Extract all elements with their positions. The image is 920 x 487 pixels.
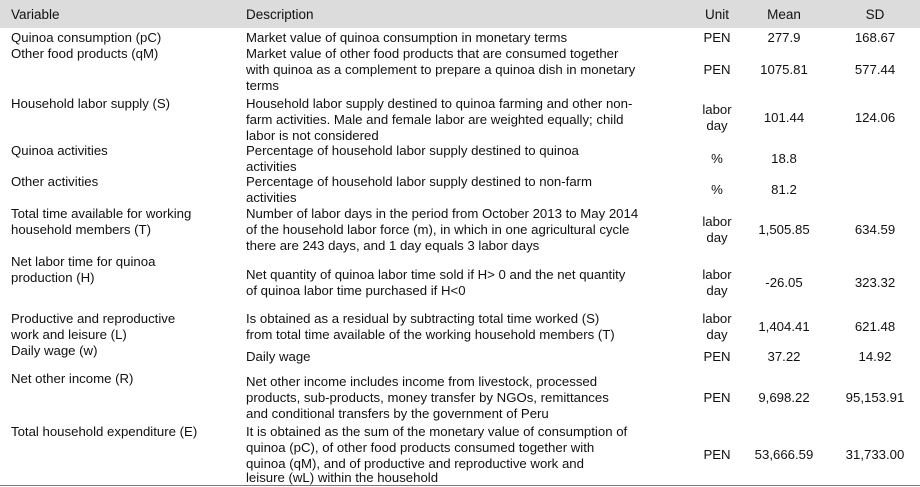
row-variable: Daily wage (w) xyxy=(11,343,98,358)
row-unit: PEN xyxy=(703,390,731,405)
row-description: Market value of quinoa consumption in monetary terms xyxy=(246,30,568,45)
row-description-line: Percentage of household labor supply destined to non-farm xyxy=(246,174,593,189)
row-description-line: quinoa (qM), and of productive and reproductive work and xyxy=(246,456,584,471)
row-sd: 634.59 xyxy=(854,222,896,237)
row-variable: Net other income (R) xyxy=(11,371,134,386)
row-unit: % xyxy=(711,151,723,166)
row-variable: Other food products (qM) xyxy=(11,46,159,61)
row-sd: 95,153.91 xyxy=(845,390,905,405)
row-description-line: labor is not considered xyxy=(246,128,379,143)
row-variable: Total household expenditure (E) xyxy=(11,424,198,439)
row-sd: 124.06 xyxy=(854,110,896,125)
row-mean: 1075.81 xyxy=(760,62,808,77)
row-unit-line: labor xyxy=(702,102,732,117)
row-description-line: farm activities. Male and female labor are weighted equally; child xyxy=(246,112,624,127)
row-variable-line: production (H) xyxy=(11,270,95,285)
row-unit: PEN xyxy=(703,447,731,462)
row-description-line: activities xyxy=(246,159,297,174)
row-description-line: Net quantity of quinoa labor time sold if H> 0 and the net quantity xyxy=(246,267,626,282)
row-unit-line: labor xyxy=(702,214,732,229)
row-description-line: Market value of other food products that are consumed together xyxy=(246,46,619,61)
row-description-line: and conditional transfers by the government of Peru xyxy=(246,406,549,421)
row-sd: 323.32 xyxy=(854,275,896,290)
row-mean: -26.05 xyxy=(765,275,803,290)
row-description-line: there are 243 days, and 1 day equals 3 labor days xyxy=(246,238,540,253)
row-unit-line: day xyxy=(706,230,728,245)
row-unit: PEN xyxy=(703,349,731,364)
row-variable-line: Net labor time for quinoa xyxy=(11,254,156,269)
row-sd: 168.67 xyxy=(854,30,896,45)
row-mean: 101.44 xyxy=(763,110,805,125)
row-mean: 1,404.41 xyxy=(758,319,810,334)
row-unit-line: day xyxy=(706,283,728,298)
header-description: Description xyxy=(246,7,314,22)
row-description-line: It is obtained as the sum of the monetary value of consumption of xyxy=(246,424,628,439)
row-variable-line: Total time available for working xyxy=(11,206,192,221)
row-variable-line: Productive and reproductive xyxy=(11,311,176,326)
header-unit: Unit xyxy=(704,7,729,22)
row-variable-line: work and leisure (L) xyxy=(11,327,127,342)
row-description-line: products, sub-products, money transfer by NGOs, remittances xyxy=(246,390,609,405)
row-mean: 1,505.85 xyxy=(758,222,810,237)
row-variable: Other activities xyxy=(11,174,99,189)
row-description-line: of the household labor force (m), in which in one agricultural cycle xyxy=(246,222,630,237)
row-unit-line: day xyxy=(706,118,728,133)
row-mean: 277.9 xyxy=(767,30,801,45)
row-description-line: Number of labor days in the period from October 2013 to May 2014 xyxy=(246,206,639,221)
table-bottom-rule xyxy=(0,485,920,486)
row-description-line: Net other income includes income from livestock, processed xyxy=(246,374,598,389)
row-description-line: with quinoa as a complement to prepare a quinoa dish in monetary xyxy=(246,62,636,77)
row-sd: 14.92 xyxy=(858,349,892,364)
row-mean: 37.22 xyxy=(767,349,801,364)
row-variable-line: household members (T) xyxy=(11,222,151,237)
row-description-line: leisure (wL) within the household xyxy=(246,470,439,485)
row-unit-line: labor xyxy=(702,267,732,282)
row-description-line: Is obtained as a residual by subtracting total time worked (S) xyxy=(246,311,600,326)
row-unit: % xyxy=(711,182,723,197)
row-sd: 621.48 xyxy=(854,319,896,334)
row-description-line: from total time available of the working household members (T) xyxy=(246,327,615,342)
row-description-line: of quinoa labor time purchased if H<0 xyxy=(246,283,466,298)
row-unit: PEN xyxy=(703,62,731,77)
row-description: Daily wage xyxy=(246,349,311,364)
row-description-line: Household labor supply destined to quinoa farming and other non- xyxy=(246,96,633,111)
row-sd: 31,733.00 xyxy=(845,447,905,462)
row-description-line: activities xyxy=(246,190,297,205)
row-description-line: Percentage of household labor supply destined to quinoa xyxy=(246,143,579,158)
header-mean: Mean xyxy=(767,7,801,22)
row-unit-line: labor xyxy=(702,311,732,326)
row-sd: 577.44 xyxy=(854,62,896,77)
row-mean: 9,698.22 xyxy=(758,390,810,405)
row-variable: Quinoa activities xyxy=(11,143,108,158)
row-mean: 53,666.59 xyxy=(754,447,814,462)
row-unit: PEN xyxy=(703,30,731,45)
row-description-line: terms xyxy=(246,78,279,93)
row-variable: Household labor supply (S) xyxy=(11,96,171,111)
table-header xyxy=(0,0,920,28)
row-unit-line: day xyxy=(706,327,728,342)
row-variable: Quinoa consumption (pC) xyxy=(11,30,162,45)
row-description-line: quinoa (pC), of other food products consumed together with xyxy=(246,440,595,455)
header-variable: Variable xyxy=(11,7,60,22)
row-mean: 18.8 xyxy=(771,151,797,166)
row-mean: 81.2 xyxy=(771,182,797,197)
header-sd: SD xyxy=(865,7,885,22)
